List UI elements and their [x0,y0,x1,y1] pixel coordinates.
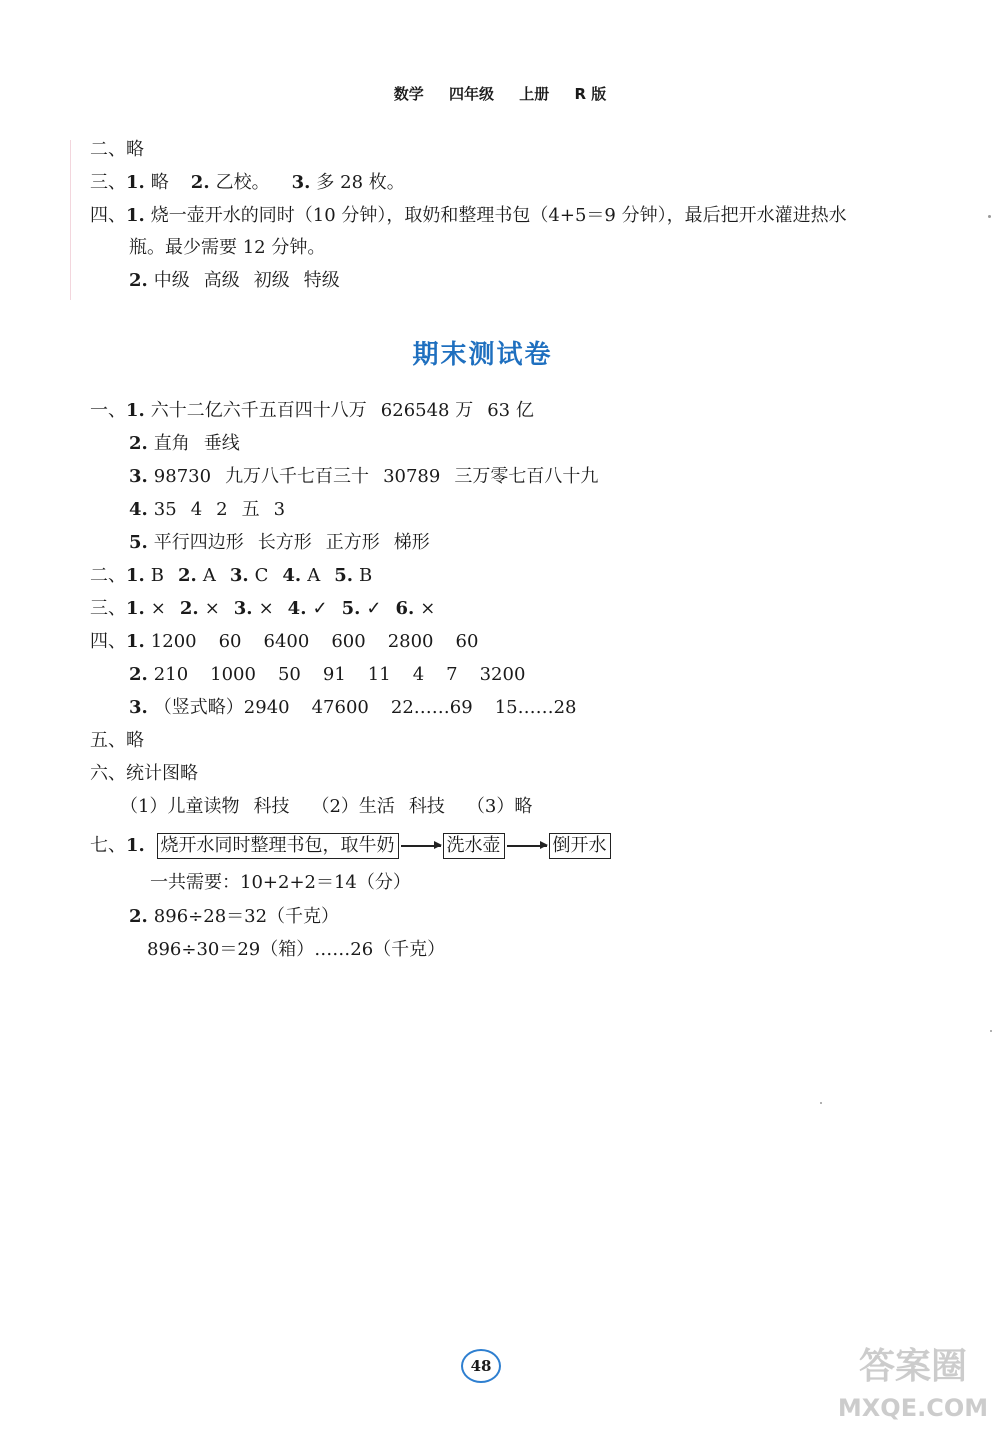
watermark-text-1: 答案圈 [858,1346,968,1387]
flow-arrow-2 [507,845,547,847]
flow-arrow-1 [401,845,441,847]
scan-speck [990,1030,992,1032]
page-number: 48 [461,1349,501,1383]
scan-speck [988,215,991,218]
prev-q2: 二、略 [90,139,144,160]
final-s6: 六、统计图略 [90,763,198,784]
final-s1-r1: 一、1. 六十二亿六千五百四十八万 626548 万 63 亿 [90,400,534,421]
final-s6-sub: （1）儿童读物 科技 （2）生活 科技 （3）略 [120,796,533,817]
final-s5: 五、略 [90,730,144,751]
prev-q4-line1: 四、1. 烧一壶开水的同时（10 分钟），取奶和整理书包（4+5＝9 分钟），最后把开水灌进热水 [90,205,847,226]
final-s1-r5: 5. 平行四边形 长方形 正方形 梯形 [129,532,430,553]
final-s7-r3: 896÷30＝29（箱）……26（千克） [147,939,446,960]
final-s1-r4: 4. 35 4 2 五 3 [129,499,286,520]
watermark-text-2: MXQE.COM [838,1394,988,1422]
prev-q4-line2: 瓶。最少需要 12 分钟。 [129,237,326,258]
final-s4-r3: 3. （竖式略）2940 47600 22……69 15……28 [129,697,577,718]
flow-step-2: 洗水壶 [443,833,505,859]
flow-step-3: 倒开水 [549,833,611,859]
final-s7-r1: 七、1. 烧开水同时整理书包，取牛奶 洗水壶 倒开水 [90,833,611,859]
final-s3: 三、1. × 2. × 3. × 4. ✓ 5. ✓ 6. × [90,598,436,619]
final-s2: 二、1. B 2. A 3. C 4. A 5. B [90,565,373,586]
header-edition: R 版 [574,85,607,103]
final-s7-r2: 2. 896÷28＝32（千克） [129,906,340,927]
final-s4-r2: 2. 210 1000 50 91 11 4 7 3200 [129,664,526,685]
prev-q4-2: 2. 中级 高级 初级 特级 [129,270,340,291]
final-s1-r2: 2. 直角 垂线 [129,433,240,454]
header-volume: 上册 [519,85,550,103]
header-subject: 数学 [393,85,424,103]
final-s7-total: 一共需要：10+2+2＝14（分） [150,872,411,893]
scan-speck [820,1102,822,1104]
section-title: 期末测试卷 [412,340,553,370]
prev-q3: 三、1. 略 2. 乙校。 3. 多 28 枚。 [90,172,405,193]
final-s4-r1: 四、1. 1200 60 6400 600 2800 60 [90,631,479,652]
margin-line [70,140,71,300]
flow-step-1: 烧开水同时整理书包，取牛奶 [157,833,399,859]
page-header [0,83,1000,104]
watermark-logo [838,1336,988,1426]
header-grade: 四年级 [448,85,494,103]
final-s1-r3: 3. 98730 九万八千七百三十 30789 三万零七百八十九 [129,466,599,487]
